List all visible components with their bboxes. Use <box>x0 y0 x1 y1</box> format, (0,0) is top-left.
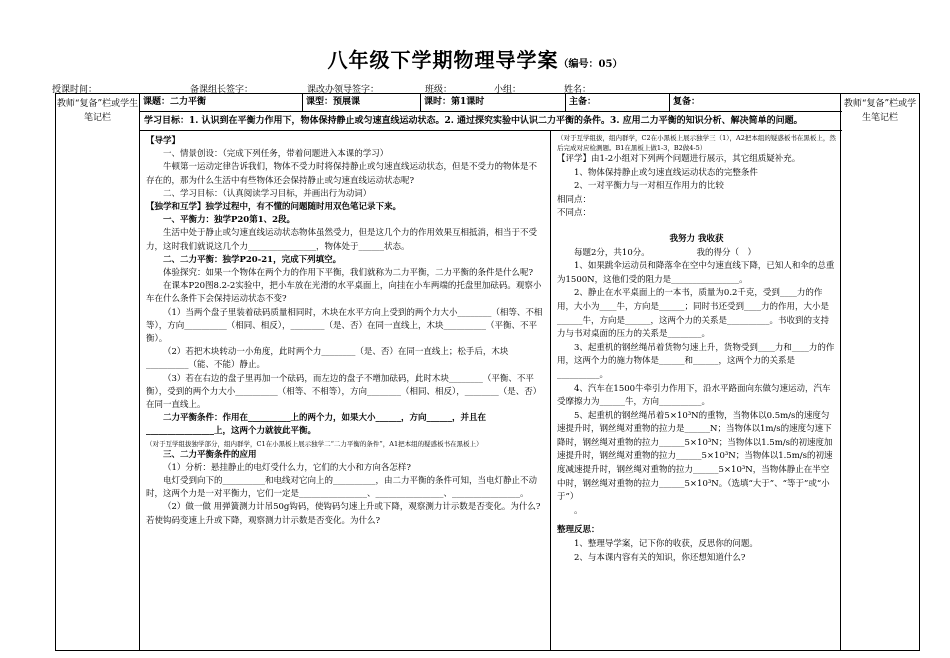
table-head-row <box>140 94 842 112</box>
guide-heading: 【导学】 <box>146 136 181 146</box>
differences-label: 不同点： <box>557 208 592 219</box>
meta-name: 姓名： <box>564 85 592 95</box>
page-title <box>0 44 950 73</box>
quiz-end-mark: 。 <box>574 505 583 516</box>
quiz-q2: 2、静止在水平桌面上的一本书，质量为0.2千克，受到____力的作用，大小为____牛，方向是______；同时书还受到____力的作用，大小是______牛，方向是______，这两个力的关系是__________。书收到的支持力与书对桌面的压力的关系是________。 <box>557 288 830 340</box>
period-cell: 课时：第1课时 <box>421 94 566 112</box>
right-note: 教师“复备”栏或学生笔记栏 <box>843 99 917 123</box>
self-study-heading: 【独学和互学】独学过程中，有不懂的问题随时用双色笔记录下来。 <box>146 202 402 213</box>
experiment-step-3: （3）若在右边的盘子里再加一个砝码，而左边的盘子不增加砝码，此时木块________（平衡、不平衡），受到的两个力大小__________（相等、不相等），方向________（相同、相反），________（是、否）在同一直线上。 <box>146 373 542 411</box>
learning-goals: 学习目标：1. 认识到在平衡力作用下，物体保持静止或匀速直线运动状态。2. 通过探究实验中认识二力平衡的条件。3. 应用二力平衡的知识分析、解决简单的问题。 <box>140 112 842 131</box>
preparer-cell: 主备： <box>566 94 670 112</box>
experience-text: 体验探究：如果一个物体在两个力的作用下平衡，我们就称为二力平衡，二力平衡的条件是什么呢? <box>163 268 534 279</box>
group-note-1: （对于互学组拔独学部分，组内群学，C1在小黑板上展示独学二“二力平衡的条件”，A1把本组的疑惑板书在黑板上） <box>146 439 483 448</box>
application-heading: 三、二力平衡条件的应用 <box>163 449 257 460</box>
balanced-force-heading: 一、平衡力：独学P20第1、2段。 <box>163 215 296 226</box>
experiment-step-2: （2）若把木块转动一小角度，此时两个力________（是、否）在同一直线上；松手后，木块__________（能、不能）静止。 <box>146 347 509 371</box>
title-code: （编号：05） <box>558 59 623 70</box>
application-q1-text: 电灯受到向下的__________和电线对它向上的__________，由二力平衡的条件可知，当电灯静止不动时，这两个力是一对平衡力，它们一定是________________、________________、________________。 <box>146 476 538 500</box>
balanced-force-text: 生活中处于静止或匀速直线运动状态物体虽然受力，但是这几个力的作用效果互相抵消，相当于不受力，这时我们就说这几个力________________，物体处于______状态。 <box>146 228 538 252</box>
reflection-2: 2、与本课内容有关的知识，你还想知道什么? <box>574 552 746 563</box>
scenario-text: 牛顿第一运动定律告诉我们，物体不受力时将保持静止或匀速直线运动状态，但是不受力的物体是不存在的，那为什么生活中有些物体还会保持静止或匀速直线运动状态呢? <box>146 162 538 186</box>
meta-office-leader: 课改办领导签字： <box>307 85 380 95</box>
balance-condition: 二力平衡条件：作用在__________上的两个力，如果大小______，方向______，并且在________________上，这两个力就彼此平衡。 <box>146 413 487 437</box>
quiz-q4: 4、汽车在1500牛牵引力作用下，沿水平路面向东做匀速运动，汽车受摩擦力为______牛，方向__________。 <box>557 383 831 408</box>
right-body <box>551 131 842 650</box>
application-q1: （1）分析：悬挂静止的电灯受什么力，它们的大小和方向各怎样? <box>163 462 411 473</box>
topic-cell: 课题：二力平衡 <box>140 94 303 112</box>
meta-time: 授课时间： <box>52 85 98 95</box>
quiz-heading: 我努力 我收获 <box>669 233 724 244</box>
quiz-q3: 3、起重机的钢丝绳吊着货物匀速上升，货物受到____力和____力的作用，这两个力的施力物体是______和______，这两个力的关系是__________。 <box>557 342 835 380</box>
application-q2: （2）做一做 用弹簧测力计吊50g钩码，使钩码匀速上升或下降，观察测力计示数是否变化。为什么?若使钩码变速上升或下降，观察测力计示数是否变化。为什么? <box>146 502 541 526</box>
meta-group-leader: 备课组长签字： <box>190 85 254 95</box>
type-cell: 课型：预展课 <box>303 94 421 112</box>
scenario-heading: 一、情景创设：（完成下列任务，带着问题进入本课的学习） <box>163 149 389 160</box>
right-note-column <box>840 94 919 650</box>
quiz-q5: 5、起重机的钢丝绳吊着5×10³N的重物，当物体以0.5m/s的速度匀速提升时，钢丝绳对重物的拉力是______N；当物体以1m/s的速度匀速下降时，钢丝绳对重物的拉力______5×10³N；当物体以1.5m/s的初速度加速提升时，钢丝绳对重物的拉力______5×10³N；当物体以1.5m/s的初速度减速提升时，钢丝绳对重物的拉力______5×10³N，当物体静止在半空中时，钢丝绳对重物的拉力______5×10³N。（选填“大于”、“等于”或“小于”） <box>557 410 833 503</box>
meta-group: 小组： <box>494 85 522 95</box>
evaluate-heading: 【评学】由1-2小组对下列两个问题进行展示，其它组质疑补充。 <box>557 154 801 164</box>
review-cell: 复备： <box>673 97 701 107</box>
left-note: 教师“复备”栏或学生笔记栏 <box>56 99 139 123</box>
reflection-heading: 整理反思： <box>557 525 600 536</box>
similarities-label: 相同点： <box>557 194 592 205</box>
group-note-2: （对于互学组拔，组内群学，C2在小黑板上展示独学三（1），A2把本组的疑惑板书在黑板上，然后完成对应检测题。B1在黑板上做1-3，B2做4-5） <box>557 134 836 152</box>
reflection-1: 1、整理导学案，记下你的收获，反思你的问题。 <box>574 539 758 550</box>
meta-class: 班级： <box>425 85 453 95</box>
experiment-step-1: （1）当两个盘子里装着砝码质量相同时，木块在水平方向上受到的两个力大小________（相等、不相等），方向__________（相同、相反），________（是、否）在同一直线上，木块__________（平衡、不平衡）。 <box>146 307 543 345</box>
quiz-score: 每题2分，共10分。 我的得分（ ） <box>574 247 756 258</box>
evaluate-q2: 2、一对平衡力与一对相互作用力的比较 <box>574 181 724 192</box>
goals-heading: 二、学习目标：（认真阅读学习目标，并画出行为动词） <box>163 188 372 199</box>
experiment-text: 在课本P20图8.2-2实验中，把小车放在光滑的水平桌面上，向挂在小车两端的托盘里加砝码。观察小车在什么条件下会保持运动状态不变? <box>146 281 542 305</box>
left-note-column <box>56 94 140 650</box>
quiz-q1: 1、如果跳伞运动员和降落伞在空中匀速直线下降，已知人和伞的总重为1500N，这他们受的阻力是________________。 <box>557 261 835 285</box>
worksheet-table <box>55 93 920 651</box>
title-text: 八年级下学期物理导学案 <box>327 48 559 72</box>
two-force-heading: 二、二力平衡：独学P20-21，完成下列填空。 <box>163 254 342 265</box>
evaluate-q1: 1、物体保持静止或匀速直线运动状态的完整条件 <box>574 167 758 178</box>
left-body <box>140 131 551 650</box>
